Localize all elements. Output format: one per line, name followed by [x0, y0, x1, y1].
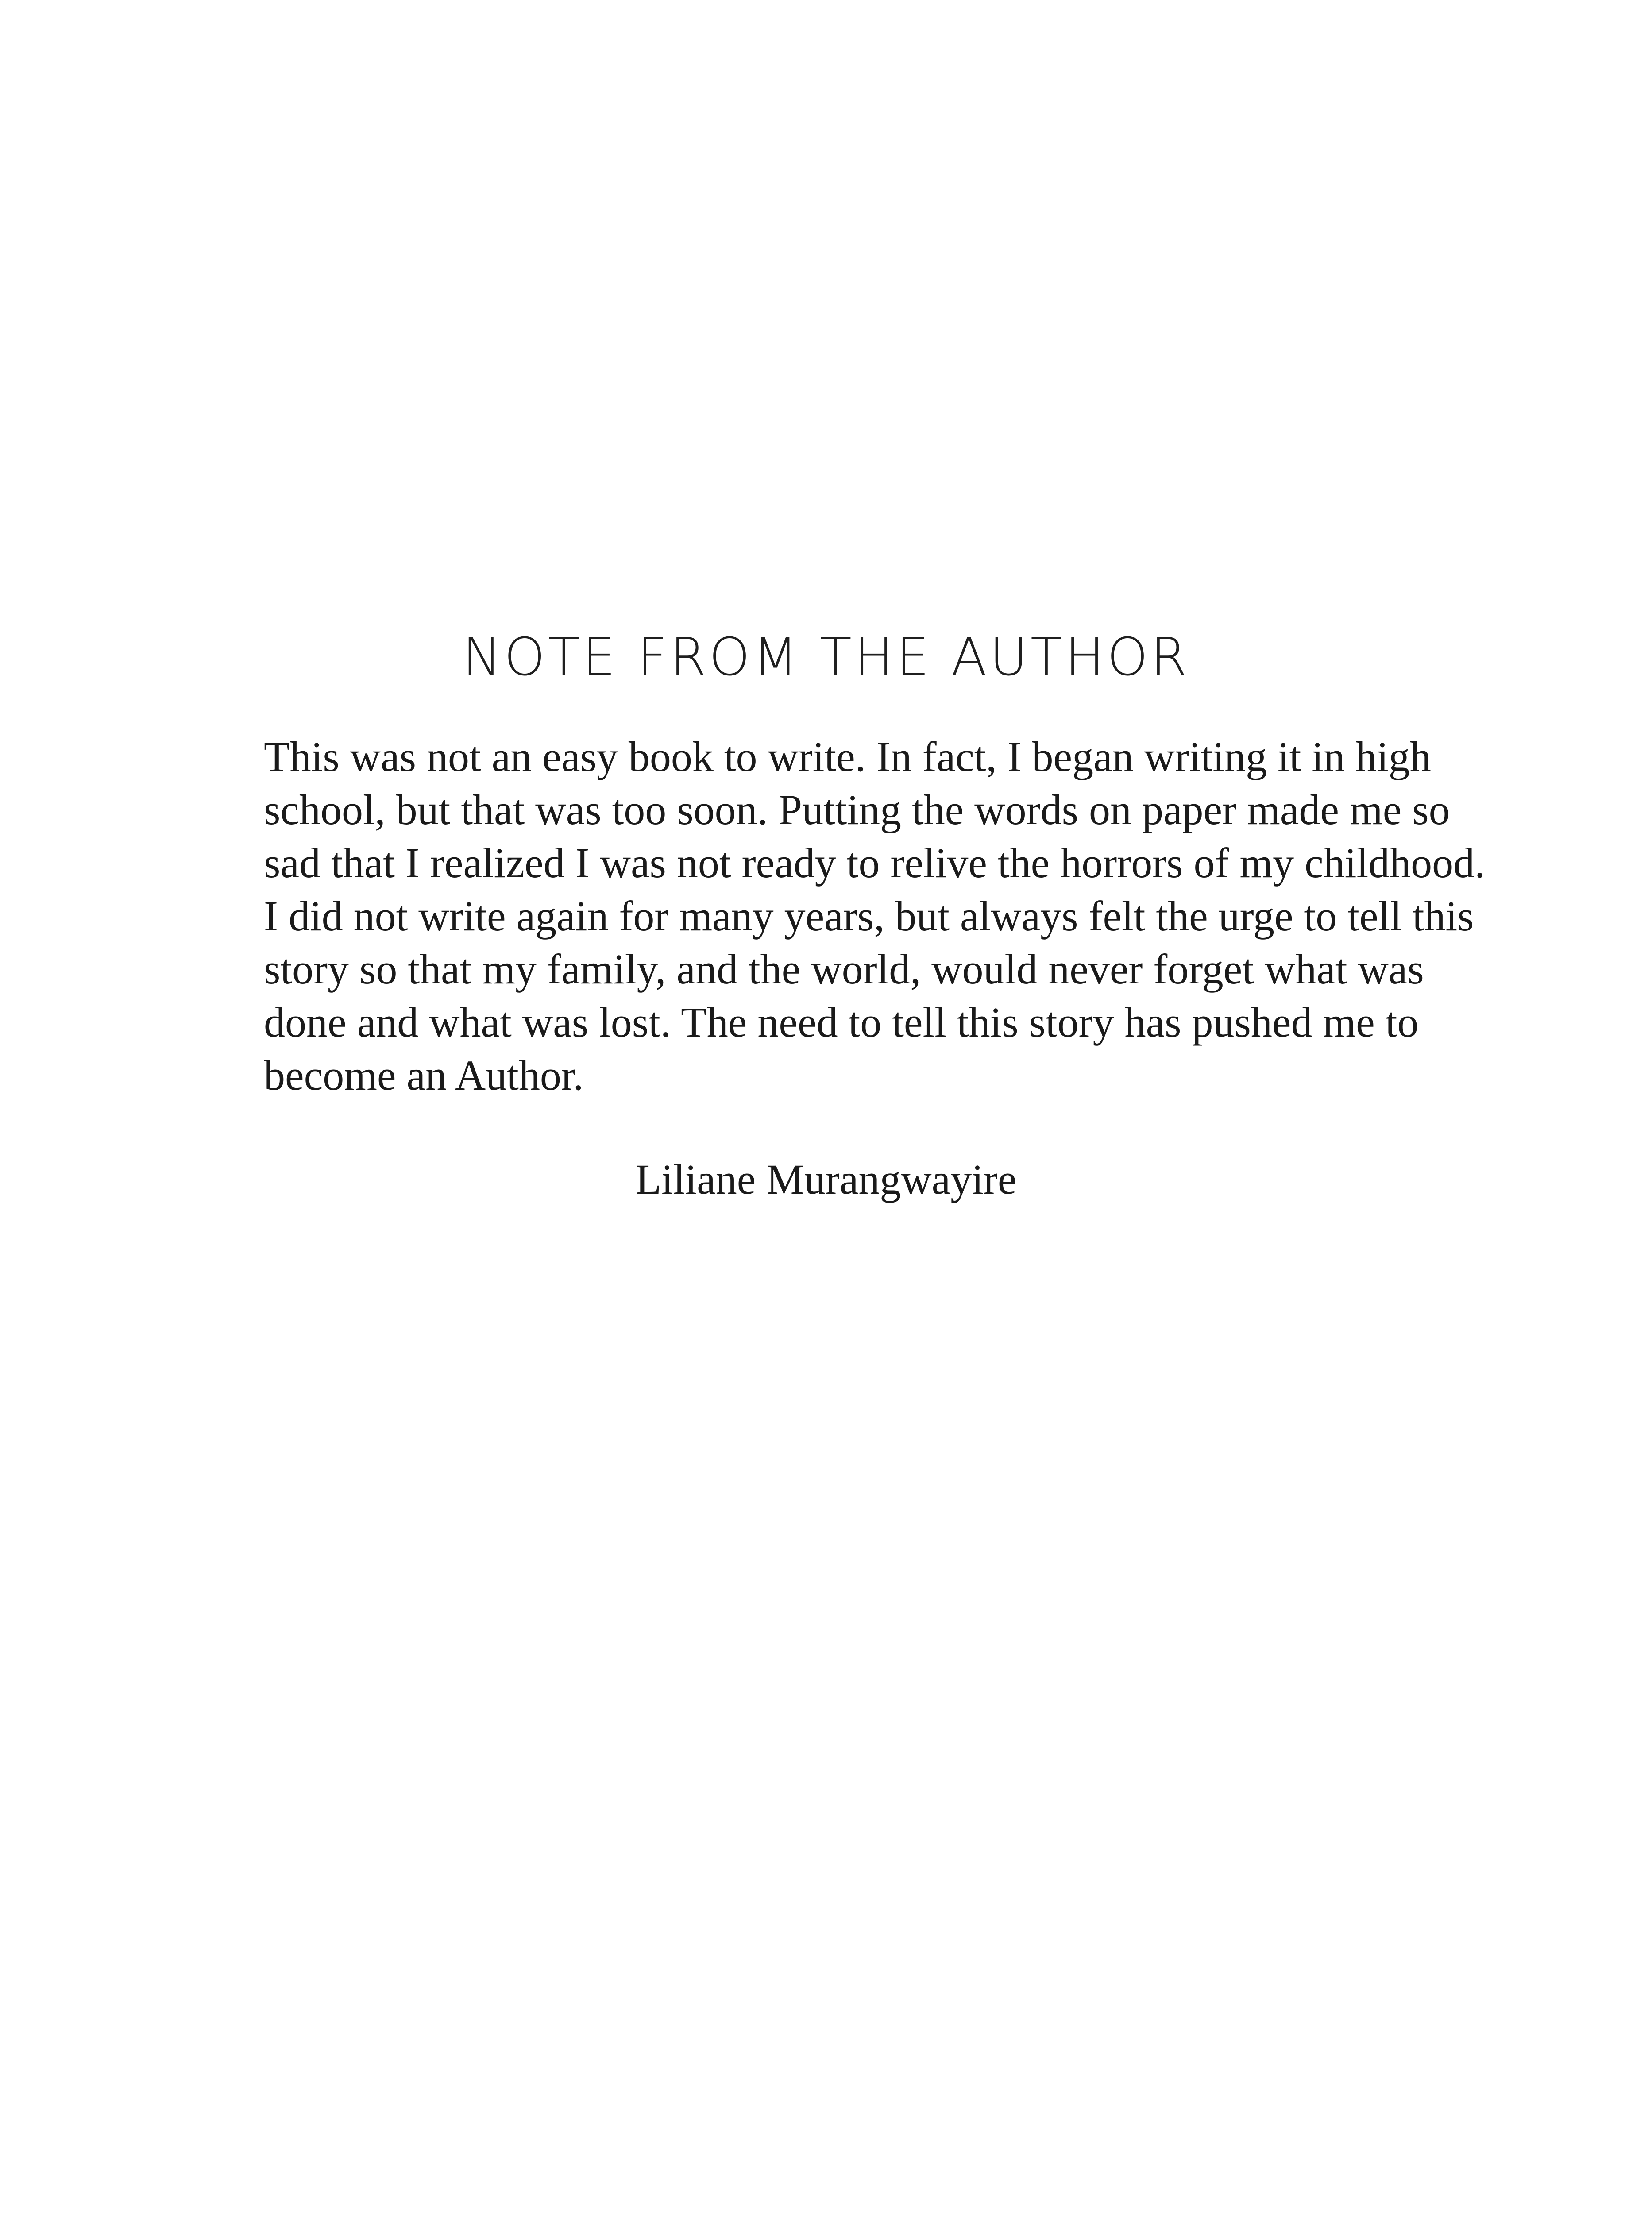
paragraph-line: school, but that was too soon. Putting the words on paper made me so — [264, 786, 1450, 833]
paragraph-line: become an Author. — [264, 1052, 584, 1099]
author-signature: Liliane Murangwayire — [635, 1156, 1017, 1203]
paragraph-line: done and what was lost. The need to tell this story has pushed me to — [264, 999, 1419, 1046]
paragraph-line: sad that I realized I was not ready to relive the horrors of my childhood. — [264, 839, 1486, 887]
page-title: NOTE FROM THE AUTHOR — [462, 626, 1190, 687]
note-paragraph — [264, 730, 1486, 1102]
paragraph-line: I did not write again for many years, but always felt the urge to tell this — [264, 892, 1474, 940]
paragraph-line: story so that my family, and the world, would never forget what was — [264, 945, 1424, 993]
paragraph-line: This was not an easy book to write. In fact, I began writing it in high — [264, 733, 1431, 780]
